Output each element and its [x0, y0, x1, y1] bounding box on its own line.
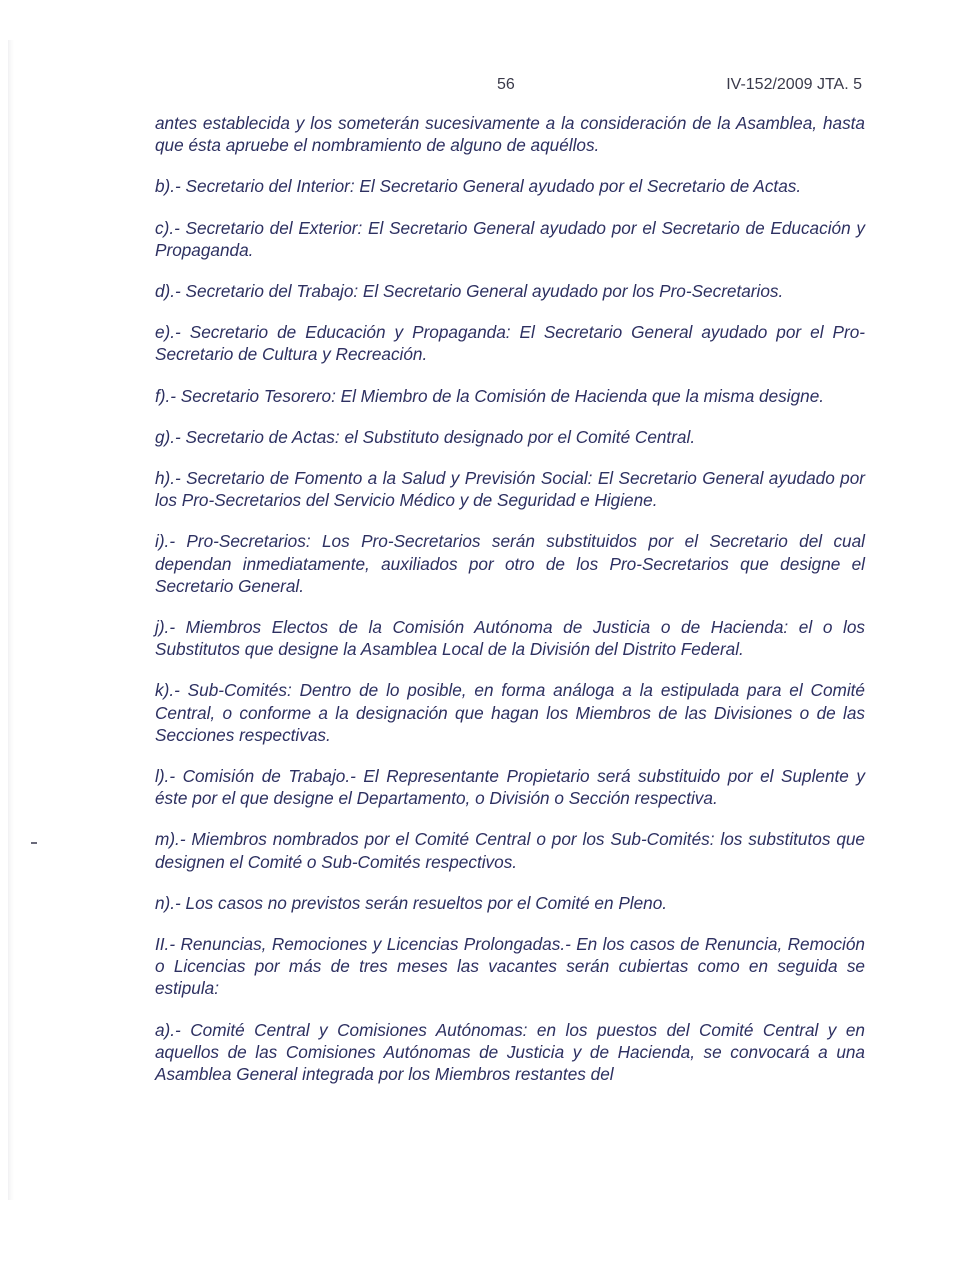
paragraph-continuation: antes establecida y los someterán sucesivamente a la consideración de la Asamblea, hasta que ésta apruebe el nombramiento de alguno de aquéllos.: [155, 113, 865, 156]
paragraph-n: n).- Los casos no previstos serán resueltos por el Comité en Pleno.: [155, 892, 668, 913]
paragraph-m: m).- Miembros nombrados por el Comité Central o por los Sub-Comités: los substitutos que designen el Comité o Sub-Comités respectivos.: [155, 829, 865, 872]
stray-scan-mark: [31, 842, 37, 844]
paragraph-l: l).- Comisión de Trabajo.- El Representante Propietario será substituido por el Suplente y éste por el que designe el Departamento, o División o Sección respectiva.: [155, 766, 865, 809]
paragraph-g: g).- Secretario de Actas: el Substituto designado por el Comité Central.: [155, 426, 696, 447]
paragraph-ii-a: a).- Comité Central y Comisiones Autónomas: en los puestos del Comité Central y en aquellos de las Comisiones Autónomas de Justicia y de Hacienda, se convocará a una Asamblea General integrada por los Miembros restantes del: [155, 1019, 865, 1085]
paragraph-k: k).- Sub-Comités: Dentro de lo posible, en forma análoga a la estipulada para el Comité Central, o conforme a la designación que hagan los Miembros de las Divisiones o de las Secciones respectivas.: [155, 680, 865, 745]
scan-edge-shadow: [8, 40, 14, 1200]
document-body: [155, 112, 865, 1104]
paragraph-section-ii: II.- Renuncias, Remociones y Licencias Prolongadas.- En los casos de Renuncia, Remoción o Licencias por más de tres meses las vacantes serán cubiertas como en seguida se estipula:: [155, 934, 865, 999]
paragraph-f: f).- Secretario Tesorero: El Miembro de la Comisión de Hacienda que la misma designe.: [155, 385, 825, 406]
paragraph-d: d).- Secretario del Trabajo: El Secretario General ayudado por los Pro-Secretarios.: [155, 281, 784, 302]
document-reference: IV-152/2009 JTA. 5: [726, 76, 862, 93]
paragraph-c: c).- Secretario del Exterior: El Secretario General ayudado por el Secretario de Educación y Propaganda.: [155, 217, 865, 260]
paragraph-b: b).- Secretario del Interior: El Secretario General ayudado por el Secretario de Actas.: [155, 176, 802, 197]
paragraph-e: e).- Secretario de Educación y Propaganda: El Secretario General ayudado por el Pro-Secretario de Cultura y Recreación.: [155, 322, 865, 365]
paragraph-j: j).- Miembros Electos de la Comisión Autónoma de Justicia o de Hacienda: el o los Substitutos que designe la Asamblea Local de la División del Distrito Federal.: [155, 617, 865, 660]
paragraph-i: i).- Pro-Secretarios: Los Pro-Secretarios serán substituidos por el Secretario del cual dependan inmediatamente, auxiliados por otro de los Pro-Secretarios que designe el Secretario General.: [155, 531, 865, 596]
paragraph-h: h).- Secretario de Fomento a la Salud y Previsión Social: El Secretario General ayudado por los Pro-Secretarios del Servicio Médico y de Seguridad e Higiene.: [155, 468, 865, 511]
page-number: 56: [497, 76, 515, 93]
page-header: [0, 76, 977, 98]
